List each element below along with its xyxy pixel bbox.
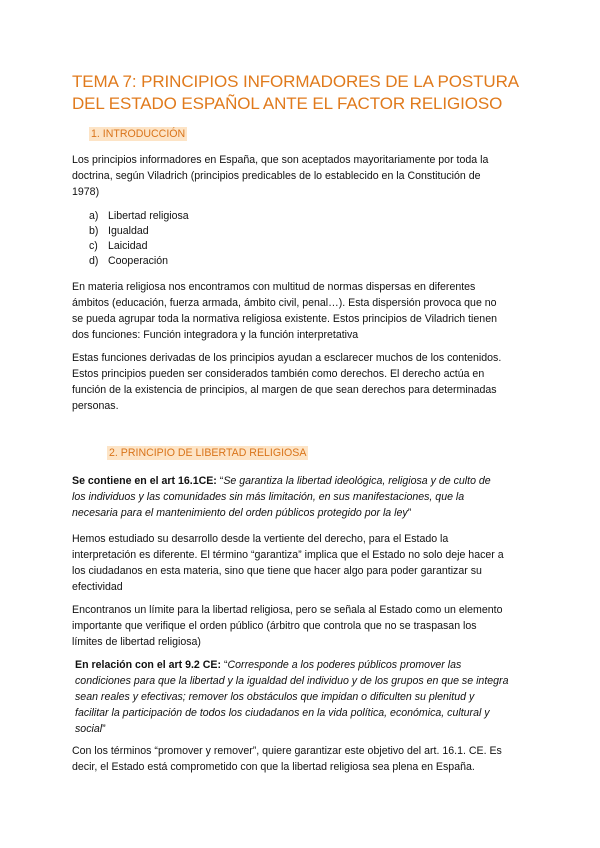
- section-heading-label: 1. INTRODUCCIÓN: [91, 128, 186, 140]
- text-line: [72, 473, 532, 489]
- text-line: Hemos estudiado su desarrollo desde la vertiente del derecho, para el Estado la: [72, 533, 449, 545]
- text-line: efectividad: [72, 581, 123, 593]
- intro-paragraph: [72, 152, 532, 200]
- list-item-text: Cooperación: [108, 255, 169, 267]
- text-line: Encontranos un límite para la libertad religiosa, pero se señala al Estado como un elemento: [72, 604, 503, 616]
- article-reference: En relación con el art 9.2 CE:: [75, 659, 222, 671]
- text-line: los ciudadanos en esta materia, sino que tiene que hacer algo para poder garantizar su: [72, 565, 482, 577]
- list-marker: c): [89, 240, 98, 252]
- list-item: [89, 224, 189, 239]
- section-heading-libertad-religiosa: [107, 446, 308, 461]
- garantiza-paragraph: [72, 531, 532, 595]
- article-quote: social: [75, 723, 103, 735]
- text-line: [72, 489, 532, 505]
- text-line: Estas funciones derivadas de los principios ayudan a esclarecer muchos de los contenidos.: [72, 352, 502, 364]
- article-quote: Se garantiza la libertad ideológica, religiosa y de culto de: [223, 475, 491, 487]
- text-line: [75, 689, 535, 705]
- list-marker: b): [89, 225, 99, 237]
- text-line: En materia religiosa nos encontramos con multitud de normas dispersas en diferentes: [72, 281, 476, 293]
- text-line: Estos principios pueden ser considerados también como derechos. El derecho actúa en: [72, 368, 485, 380]
- list-item: [89, 209, 189, 224]
- text-line: [75, 705, 535, 721]
- text-line: función de la existencia de principios, al margen de que sean derechos para determinadas: [72, 384, 497, 396]
- title-line: DEL ESTADO ESPAÑOL ANTE EL FACTOR RELIGIOSO: [72, 94, 503, 113]
- text-line: decir, el Estado está comprometido con que la libertad religiosa sea plena en España.: [72, 761, 475, 773]
- list-item-text: Libertad religiosa: [108, 210, 189, 222]
- quote-mark: “: [221, 659, 228, 671]
- list-item: [89, 254, 189, 269]
- text-line: 1978): [72, 186, 100, 198]
- text-line: [75, 657, 535, 673]
- article-reference: Se contiene en el art 16.1CE:: [72, 475, 217, 487]
- text-line: se pueda agrupar toda la normativa religiosa existente. Estos principios de Viladrich tienen: [72, 313, 497, 325]
- section-heading-label: 2. PRINCIPIO DE LIBERTAD RELIGIOSA: [109, 447, 307, 459]
- article-quote: facilitar la participación de todos los ciudadanos en la vida política, económica, cultural y: [75, 707, 490, 719]
- list-item-text: Laicidad: [108, 240, 148, 252]
- functions-paragraph: [72, 350, 532, 414]
- quote-mark: ”: [102, 723, 106, 735]
- list-item-text: Igualdad: [108, 225, 149, 237]
- section-heading-introduccion: [89, 127, 187, 142]
- quote-mark: ”: [407, 507, 412, 519]
- article-quote: los individuos y las comunidades sin más limitación, en sus manifestaciones, que la: [72, 491, 465, 503]
- article-quote: sean reales y efectivas; remover los obstáculos que impidan o dificulten su plenitud y: [75, 691, 475, 703]
- article-quote: Corresponde a los poderes públicos promover las: [227, 659, 462, 671]
- list-marker: d): [89, 255, 99, 267]
- quote-mark: “: [216, 475, 224, 487]
- text-line: [72, 505, 532, 521]
- page-title: [72, 71, 532, 115]
- art16-paragraph: [72, 473, 532, 521]
- promover-paragraph: [72, 743, 532, 775]
- article-quote: condiciones para que la libertad y la igualdad del individuo y de los grupos en que se integra: [75, 675, 509, 687]
- text-line: Con los términos “promover y remover”, quiere garantizar este objetivo del art. 16.1. CE. Es: [72, 745, 502, 757]
- list-marker: a): [89, 210, 99, 222]
- text-line: [75, 721, 535, 737]
- text-line: [75, 673, 535, 689]
- text-line: doctrina, según Viladrich (principios predicables de lo establecido en la Constitución de: [72, 170, 481, 182]
- limit-paragraph: [72, 602, 532, 650]
- article-quote: necesaria para el mantenimiento del orden públicos protegido por la ley: [72, 507, 408, 519]
- dispersion-paragraph: [72, 279, 532, 343]
- title-line: TEMA 7: PRINCIPIOS INFORMADORES DE LA POSTURA: [72, 72, 520, 91]
- text-line: dos funciones: Función integradora y la función interpretativa: [72, 329, 359, 341]
- text-line: personas.: [72, 400, 119, 412]
- list-item: [89, 239, 189, 254]
- art9-paragraph: [75, 657, 535, 737]
- text-line: ámbitos (educación, fuerza armada, ámbito civil, penal…). Esta dispersión provoca que no: [72, 297, 497, 309]
- text-line: Los principios informadores en España, que son aceptados mayoritariamente por toda la: [72, 154, 489, 166]
- text-line: importante que verifique el orden público (árbitro que controla que no se traspasan los: [72, 620, 477, 632]
- principles-list: [89, 209, 189, 269]
- text-line: interpretación es diferente. El término “garantiza” implica que el Estado no solo deje hacer a: [72, 549, 504, 561]
- text-line: límites de libertad religiosa): [72, 636, 201, 648]
